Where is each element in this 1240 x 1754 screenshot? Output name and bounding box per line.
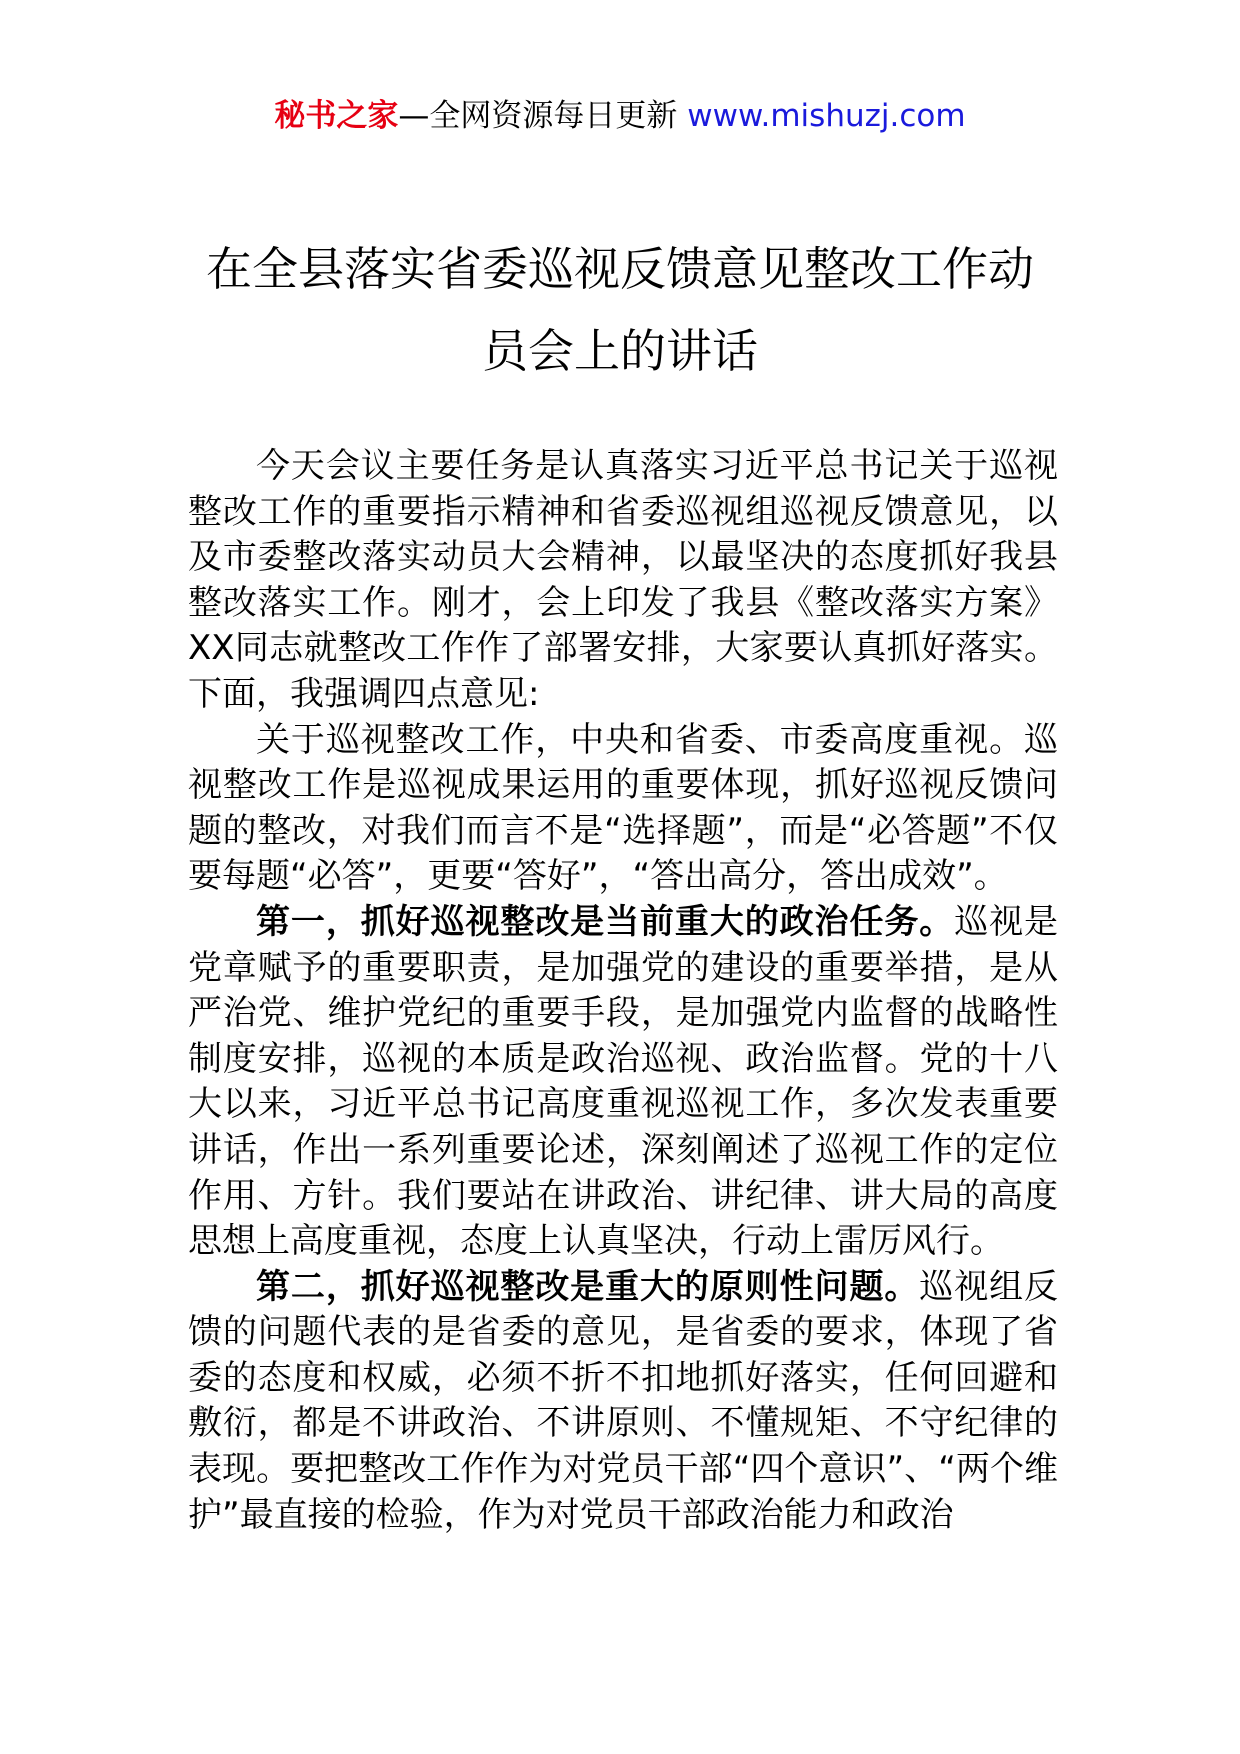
paragraph-text: 巡视是党章赋予的重要职责，是加强党的建设的重要举措，是从严治党、维护党纪的重要手段，是加强党内监督的战略性制度安排，巡视的本质是政治巡视、政治监督。党的十八大以来，习近平总书记高度重视巡视工作，多次发表重要讲话，作出一系列重要论述，深刻阐述了巡视工作的定位作用、方针。我们要站在讲政治、讲纪律、讲大局的高度思想上高度重视，态度上认真坚决，行动上雷厉风行。	[188, 901, 1059, 1262]
document-title-line-2: 员会上的讲话	[482, 324, 758, 378]
paragraph-point-two	[188, 1265, 1058, 1539]
document-body	[188, 444, 1058, 1538]
paragraph-lead: 第一，抓好巡视整改是当前重大的政治任务。	[256, 901, 955, 942]
site-header	[0, 96, 1240, 136]
site-tagline: —全网资源每日更新	[398, 98, 688, 134]
document-title	[180, 228, 1060, 392]
paragraph-text: 巡视组反馈的问题代表的是省委的意见，是省委的要求，体现了省委的态度和权威，必须不折不扣地抓好落实，任何回避和敷衍，都是不讲政治、不讲原则、不懂规矩、不守纪律的表现。要把整改工作作为对党员干部“四个意识”、“两个维护”最直接的检验，作为对党员干部政治能力和政治	[188, 1266, 1059, 1535]
site-brand: 秘书之家	[274, 98, 399, 134]
paragraph-context	[188, 718, 1058, 900]
paragraph-text: 今天会议主要任务是认真落实习近平总书记关于巡视整改工作的重要指示精神和省委巡视组巡视反馈意见，以及市委整改落实动员大会精神，以最坚决的态度抓好我县整改落实工作。刚才，会上印发了我县《整改落实方案》XX同志就整改工作作了部署安排，大家要认真抓好落实。下面，我强调四点意见:	[188, 446, 1058, 714]
site-url-link[interactable]: www.mishuzj.com	[687, 98, 966, 134]
paragraph-lead: 第二，抓好巡视整改是重大的原则性问题。	[256, 1266, 920, 1307]
document-title-line-1: 在全县落实省委巡视反馈意见整改工作动	[206, 242, 1034, 296]
paragraph-intro	[188, 444, 1058, 718]
paragraph-text: 关于巡视整改工作，中央和省委、市委高度重视。巡视整改工作是巡视成果运用的重要体现，抓好巡视反馈问题的整改，对我们而言不是“选择题”，而是“必答题”不仅要每题“必答”，更要“答好”，“答出高分，答出成效”。	[188, 719, 1058, 897]
paragraph-point-one	[188, 900, 1058, 1265]
